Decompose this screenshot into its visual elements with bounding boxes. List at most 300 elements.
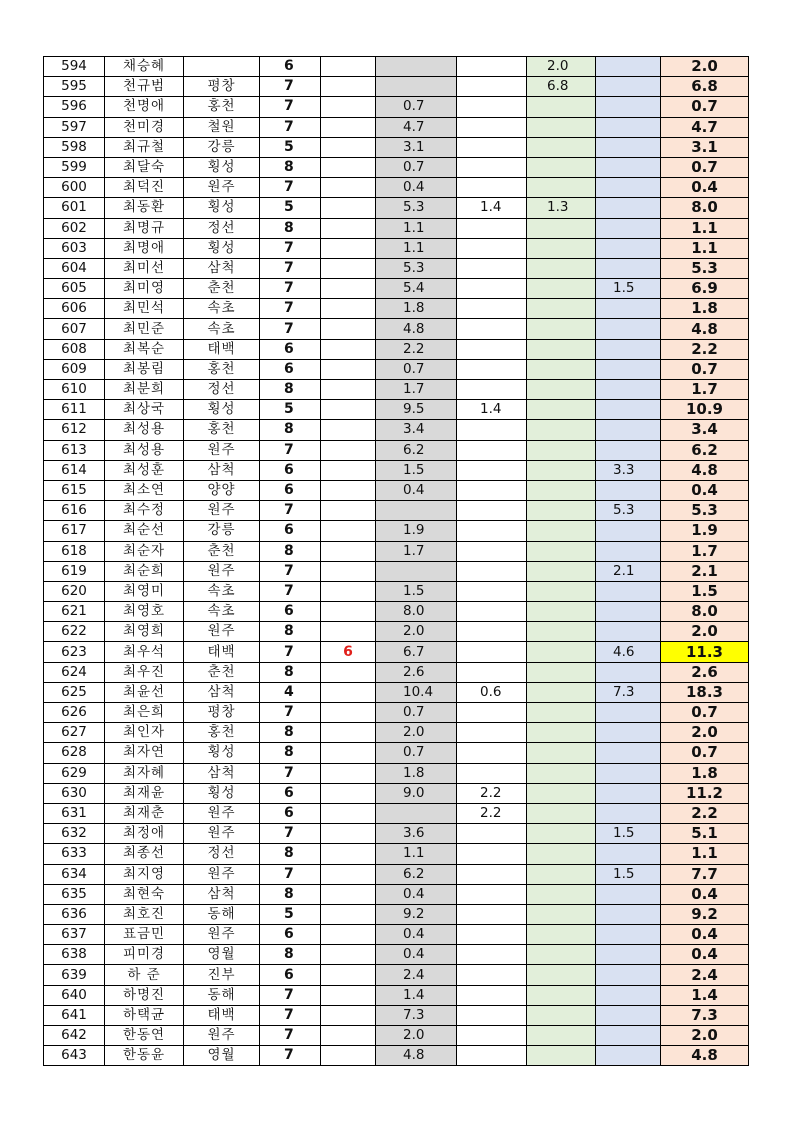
score-a-cell: 9.5 bbox=[376, 400, 457, 420]
region-cell: 동해 bbox=[184, 904, 260, 924]
total-cell: 1.7 bbox=[661, 380, 749, 400]
score-d-cell bbox=[596, 198, 661, 218]
row-number-cell: 633 bbox=[44, 844, 105, 864]
total-cell: 1.9 bbox=[661, 521, 749, 541]
name-cell: 최영희 bbox=[105, 622, 184, 642]
total-cell: 5.3 bbox=[661, 501, 749, 521]
score-b-cell bbox=[457, 77, 527, 97]
score-d-cell bbox=[596, 77, 661, 97]
grade-cell: 5 bbox=[260, 198, 321, 218]
mark-cell bbox=[321, 602, 376, 622]
table-row bbox=[44, 723, 749, 743]
score-c-cell bbox=[527, 844, 596, 864]
region-cell: 원주 bbox=[184, 178, 260, 198]
region-cell: 홍천 bbox=[184, 359, 260, 379]
grade-cell: 8 bbox=[260, 844, 321, 864]
row-number-cell: 624 bbox=[44, 662, 105, 682]
score-c-cell bbox=[527, 258, 596, 278]
region-cell: 원주 bbox=[184, 1026, 260, 1046]
score-a-cell: 0.4 bbox=[376, 480, 457, 500]
score-d-cell bbox=[596, 258, 661, 278]
mark-cell bbox=[321, 319, 376, 339]
region-cell: 원주 bbox=[184, 440, 260, 460]
table-row bbox=[44, 682, 749, 702]
score-d-cell bbox=[596, 703, 661, 723]
score-b-cell bbox=[457, 985, 527, 1005]
total-cell: 3.4 bbox=[661, 420, 749, 440]
name-cell: 최인자 bbox=[105, 723, 184, 743]
grade-cell: 6 bbox=[260, 57, 321, 77]
name-cell: 최달숙 bbox=[105, 157, 184, 177]
table-row bbox=[44, 783, 749, 803]
grade-cell: 8 bbox=[260, 420, 321, 440]
total-cell: 10.9 bbox=[661, 400, 749, 420]
row-number-cell: 607 bbox=[44, 319, 105, 339]
mark-cell bbox=[321, 1005, 376, 1025]
score-d-cell bbox=[596, 723, 661, 743]
score-d-cell bbox=[596, 602, 661, 622]
mark-cell bbox=[321, 380, 376, 400]
score-c-cell bbox=[527, 561, 596, 581]
row-number-cell: 611 bbox=[44, 400, 105, 420]
score-d-cell bbox=[596, 57, 661, 77]
score-a-cell: 2.0 bbox=[376, 1026, 457, 1046]
row-number-cell: 625 bbox=[44, 682, 105, 702]
name-cell: 최미영 bbox=[105, 279, 184, 299]
row-number-cell: 618 bbox=[44, 541, 105, 561]
score-a-cell: 0.4 bbox=[376, 925, 457, 945]
score-d-cell bbox=[596, 965, 661, 985]
score-b-cell bbox=[457, 884, 527, 904]
score-c-cell bbox=[527, 682, 596, 702]
table-row bbox=[44, 985, 749, 1005]
score-c-cell bbox=[527, 480, 596, 500]
mark-cell bbox=[321, 339, 376, 359]
mark-cell bbox=[321, 844, 376, 864]
region-cell: 삼척 bbox=[184, 460, 260, 480]
score-b-cell bbox=[457, 1026, 527, 1046]
total-cell: 1.8 bbox=[661, 299, 749, 319]
score-d-cell bbox=[596, 420, 661, 440]
score-c-cell bbox=[527, 359, 596, 379]
score-a-cell bbox=[376, 561, 457, 581]
grade-cell: 8 bbox=[260, 218, 321, 238]
score-b-cell bbox=[457, 359, 527, 379]
score-a-cell bbox=[376, 803, 457, 823]
score-b-cell bbox=[457, 258, 527, 278]
name-cell: 최덕진 bbox=[105, 178, 184, 198]
score-b-cell bbox=[457, 904, 527, 924]
score-d-cell: 3.3 bbox=[596, 460, 661, 480]
score-a-cell: 1.7 bbox=[376, 541, 457, 561]
score-b-cell: 1.4 bbox=[457, 400, 527, 420]
score-a-cell: 8.0 bbox=[376, 602, 457, 622]
mark-cell bbox=[321, 884, 376, 904]
score-a-cell: 6.7 bbox=[376, 642, 457, 662]
mark-cell bbox=[321, 480, 376, 500]
mark-cell bbox=[321, 662, 376, 682]
score-c-cell bbox=[527, 1026, 596, 1046]
table-row bbox=[44, 319, 749, 339]
region-cell: 양양 bbox=[184, 480, 260, 500]
score-b-cell bbox=[457, 299, 527, 319]
score-c-cell bbox=[527, 400, 596, 420]
region-cell: 속초 bbox=[184, 581, 260, 601]
score-table bbox=[43, 56, 749, 1066]
name-cell: 최민준 bbox=[105, 319, 184, 339]
name-cell: 최상국 bbox=[105, 400, 184, 420]
score-c-cell bbox=[527, 117, 596, 137]
name-cell: 최자혜 bbox=[105, 763, 184, 783]
score-a-cell: 4.7 bbox=[376, 117, 457, 137]
mark-cell bbox=[321, 1026, 376, 1046]
row-number-cell: 603 bbox=[44, 238, 105, 258]
name-cell: 최순희 bbox=[105, 561, 184, 581]
name-cell: 최영미 bbox=[105, 581, 184, 601]
row-number-cell: 641 bbox=[44, 1005, 105, 1025]
region-cell: 홍천 bbox=[184, 420, 260, 440]
table-row bbox=[44, 1026, 749, 1046]
table-row bbox=[44, 561, 749, 581]
score-a-cell: 0.7 bbox=[376, 359, 457, 379]
grade-cell: 7 bbox=[260, 117, 321, 137]
score-a-cell: 2.0 bbox=[376, 622, 457, 642]
grade-cell: 8 bbox=[260, 157, 321, 177]
mark-cell bbox=[321, 561, 376, 581]
grade-cell: 8 bbox=[260, 541, 321, 561]
table-row bbox=[44, 117, 749, 137]
region-cell: 삼척 bbox=[184, 763, 260, 783]
score-c-cell bbox=[527, 420, 596, 440]
mark-cell bbox=[321, 279, 376, 299]
region-cell bbox=[184, 57, 260, 77]
row-number-cell: 601 bbox=[44, 198, 105, 218]
row-number-cell: 604 bbox=[44, 258, 105, 278]
grade-cell: 7 bbox=[260, 642, 321, 662]
mark-cell bbox=[321, 97, 376, 117]
region-cell: 평창 bbox=[184, 77, 260, 97]
row-number-cell: 610 bbox=[44, 380, 105, 400]
table-row bbox=[44, 258, 749, 278]
score-b-cell bbox=[457, 501, 527, 521]
score-a-cell: 1.4 bbox=[376, 985, 457, 1005]
region-cell: 정선 bbox=[184, 380, 260, 400]
table-row bbox=[44, 400, 749, 420]
score-c-cell bbox=[527, 299, 596, 319]
mark-cell bbox=[321, 581, 376, 601]
name-cell: 최재춘 bbox=[105, 803, 184, 823]
score-b-cell bbox=[457, 521, 527, 541]
score-a-cell: 5.3 bbox=[376, 198, 457, 218]
score-b-cell bbox=[457, 581, 527, 601]
name-cell: 최현숙 bbox=[105, 884, 184, 904]
total-cell: 0.4 bbox=[661, 925, 749, 945]
region-cell: 동해 bbox=[184, 985, 260, 1005]
total-cell: 2.0 bbox=[661, 723, 749, 743]
name-cell: 최동환 bbox=[105, 198, 184, 218]
table-row bbox=[44, 279, 749, 299]
grade-cell: 7 bbox=[260, 581, 321, 601]
mark-cell bbox=[321, 803, 376, 823]
grade-cell: 6 bbox=[260, 339, 321, 359]
mark-cell bbox=[321, 501, 376, 521]
name-cell: 최명애 bbox=[105, 238, 184, 258]
score-a-cell: 10.4 bbox=[376, 682, 457, 702]
name-cell: 한동윤 bbox=[105, 1046, 184, 1066]
grade-cell: 8 bbox=[260, 622, 321, 642]
row-number-cell: 599 bbox=[44, 157, 105, 177]
score-c-cell bbox=[527, 380, 596, 400]
total-cell: 0.7 bbox=[661, 703, 749, 723]
grade-cell: 5 bbox=[260, 137, 321, 157]
score-c-cell bbox=[527, 884, 596, 904]
name-cell: 최지영 bbox=[105, 864, 184, 884]
score-b-cell bbox=[457, 602, 527, 622]
row-number-cell: 596 bbox=[44, 97, 105, 117]
total-cell: 1.4 bbox=[661, 985, 749, 1005]
score-b-cell bbox=[457, 844, 527, 864]
score-a-cell: 1.9 bbox=[376, 521, 457, 541]
region-cell: 원주 bbox=[184, 803, 260, 823]
grade-cell: 7 bbox=[260, 501, 321, 521]
name-cell: 최소연 bbox=[105, 480, 184, 500]
grade-cell: 6 bbox=[260, 602, 321, 622]
mark-cell bbox=[321, 985, 376, 1005]
table-row bbox=[44, 541, 749, 561]
total-cell: 2.2 bbox=[661, 803, 749, 823]
score-d-cell bbox=[596, 622, 661, 642]
region-cell: 원주 bbox=[184, 622, 260, 642]
row-number-cell: 608 bbox=[44, 339, 105, 359]
score-b-cell bbox=[457, 763, 527, 783]
score-a-cell: 1.1 bbox=[376, 844, 457, 864]
mark-cell bbox=[321, 137, 376, 157]
region-cell: 강릉 bbox=[184, 137, 260, 157]
total-cell: 4.8 bbox=[661, 1046, 749, 1066]
mark-cell: 6 bbox=[321, 642, 376, 662]
score-a-cell: 1.7 bbox=[376, 380, 457, 400]
score-a-cell: 3.6 bbox=[376, 824, 457, 844]
region-cell: 태백 bbox=[184, 642, 260, 662]
row-number-cell: 614 bbox=[44, 460, 105, 480]
score-d-cell bbox=[596, 783, 661, 803]
score-d-cell bbox=[596, 440, 661, 460]
mark-cell bbox=[321, 723, 376, 743]
region-cell: 강릉 bbox=[184, 521, 260, 541]
table-row bbox=[44, 904, 749, 924]
name-cell: 천미경 bbox=[105, 117, 184, 137]
score-d-cell bbox=[596, 157, 661, 177]
score-d-cell bbox=[596, 97, 661, 117]
grade-cell: 8 bbox=[260, 945, 321, 965]
score-d-cell bbox=[596, 884, 661, 904]
total-cell: 6.9 bbox=[661, 279, 749, 299]
table-row bbox=[44, 521, 749, 541]
score-c-cell bbox=[527, 218, 596, 238]
table-row bbox=[44, 925, 749, 945]
grade-cell: 7 bbox=[260, 561, 321, 581]
score-d-cell bbox=[596, 985, 661, 1005]
score-c-cell bbox=[527, 319, 596, 339]
table-row bbox=[44, 218, 749, 238]
grade-cell: 7 bbox=[260, 178, 321, 198]
mark-cell bbox=[321, 521, 376, 541]
region-cell: 춘천 bbox=[184, 279, 260, 299]
grade-cell: 7 bbox=[260, 763, 321, 783]
mark-cell bbox=[321, 965, 376, 985]
score-a-cell: 9.0 bbox=[376, 783, 457, 803]
table-row bbox=[44, 178, 749, 198]
score-d-cell bbox=[596, 319, 661, 339]
total-cell: 0.7 bbox=[661, 743, 749, 763]
score-d-cell bbox=[596, 1046, 661, 1066]
grade-cell: 6 bbox=[260, 965, 321, 985]
score-c-cell bbox=[527, 803, 596, 823]
table-row bbox=[44, 602, 749, 622]
total-cell: 6.2 bbox=[661, 440, 749, 460]
mark-cell bbox=[321, 440, 376, 460]
table-row bbox=[44, 581, 749, 601]
score-b-cell bbox=[457, 1005, 527, 1025]
total-cell: 18.3 bbox=[661, 682, 749, 702]
name-cell: 하택균 bbox=[105, 1005, 184, 1025]
row-number-cell: 597 bbox=[44, 117, 105, 137]
mark-cell bbox=[321, 117, 376, 137]
mark-cell bbox=[321, 218, 376, 238]
row-number-cell: 609 bbox=[44, 359, 105, 379]
table-row bbox=[44, 642, 749, 662]
score-b-cell: 2.2 bbox=[457, 803, 527, 823]
score-d-cell bbox=[596, 238, 661, 258]
row-number-cell: 623 bbox=[44, 642, 105, 662]
total-cell: 6.8 bbox=[661, 77, 749, 97]
table-row bbox=[44, 460, 749, 480]
region-cell: 속초 bbox=[184, 319, 260, 339]
grade-cell: 7 bbox=[260, 97, 321, 117]
score-d-cell: 2.1 bbox=[596, 561, 661, 581]
row-number-cell: 635 bbox=[44, 884, 105, 904]
mark-cell bbox=[321, 299, 376, 319]
total-cell: 2.6 bbox=[661, 662, 749, 682]
region-cell: 삼척 bbox=[184, 884, 260, 904]
score-c-cell bbox=[527, 763, 596, 783]
score-d-cell: 1.5 bbox=[596, 824, 661, 844]
table-row bbox=[44, 238, 749, 258]
table-row bbox=[44, 97, 749, 117]
mark-cell bbox=[321, 420, 376, 440]
score-c-cell bbox=[527, 945, 596, 965]
total-cell: 1.5 bbox=[661, 581, 749, 601]
row-number-cell: 627 bbox=[44, 723, 105, 743]
score-c-cell bbox=[527, 137, 596, 157]
grade-cell: 7 bbox=[260, 299, 321, 319]
score-d-cell bbox=[596, 178, 661, 198]
total-cell: 4.7 bbox=[661, 117, 749, 137]
grade-cell: 7 bbox=[260, 1026, 321, 1046]
row-number-cell: 626 bbox=[44, 703, 105, 723]
score-b-cell bbox=[457, 662, 527, 682]
total-cell: 0.4 bbox=[661, 945, 749, 965]
region-cell: 홍천 bbox=[184, 723, 260, 743]
score-a-cell: 1.1 bbox=[376, 238, 457, 258]
table-row bbox=[44, 1046, 749, 1066]
score-c-cell: 6.8 bbox=[527, 77, 596, 97]
score-d-cell bbox=[596, 541, 661, 561]
score-b-cell bbox=[457, 480, 527, 500]
region-cell: 속초 bbox=[184, 299, 260, 319]
score-b-cell bbox=[457, 864, 527, 884]
score-d-cell: 5.3 bbox=[596, 501, 661, 521]
table-row bbox=[44, 440, 749, 460]
score-c-cell bbox=[527, 965, 596, 985]
score-a-cell: 2.6 bbox=[376, 662, 457, 682]
score-b-cell bbox=[457, 622, 527, 642]
grade-cell: 6 bbox=[260, 521, 321, 541]
name-cell: 최명규 bbox=[105, 218, 184, 238]
score-b-cell bbox=[457, 319, 527, 339]
score-b-cell bbox=[457, 460, 527, 480]
score-a-cell: 3.4 bbox=[376, 420, 457, 440]
row-number-cell: 605 bbox=[44, 279, 105, 299]
grade-cell: 6 bbox=[260, 925, 321, 945]
score-c-cell bbox=[527, 460, 596, 480]
score-a-cell: 4.8 bbox=[376, 319, 457, 339]
row-number-cell: 612 bbox=[44, 420, 105, 440]
mark-cell bbox=[321, 1046, 376, 1066]
score-a-cell: 5.3 bbox=[376, 258, 457, 278]
row-number-cell: 631 bbox=[44, 803, 105, 823]
region-cell: 홍천 bbox=[184, 97, 260, 117]
row-number-cell: 643 bbox=[44, 1046, 105, 1066]
score-a-cell: 1.8 bbox=[376, 299, 457, 319]
score-c-cell bbox=[527, 783, 596, 803]
row-number-cell: 600 bbox=[44, 178, 105, 198]
grade-cell: 8 bbox=[260, 743, 321, 763]
score-d-cell bbox=[596, 945, 661, 965]
name-cell: 최수정 bbox=[105, 501, 184, 521]
row-number-cell: 637 bbox=[44, 925, 105, 945]
score-c-cell bbox=[527, 501, 596, 521]
score-b-cell: 2.2 bbox=[457, 783, 527, 803]
score-a-cell: 0.7 bbox=[376, 157, 457, 177]
grade-cell: 7 bbox=[260, 824, 321, 844]
score-c-cell bbox=[527, 602, 596, 622]
score-a-cell: 1.5 bbox=[376, 460, 457, 480]
table-row bbox=[44, 359, 749, 379]
total-cell: 2.2 bbox=[661, 339, 749, 359]
total-cell: 11.3 bbox=[661, 642, 749, 662]
grade-cell: 7 bbox=[260, 319, 321, 339]
score-a-cell: 3.1 bbox=[376, 137, 457, 157]
table-row bbox=[44, 864, 749, 884]
score-d-cell bbox=[596, 359, 661, 379]
total-cell: 1.1 bbox=[661, 218, 749, 238]
score-d-cell bbox=[596, 1005, 661, 1025]
row-number-cell: 619 bbox=[44, 561, 105, 581]
row-number-cell: 642 bbox=[44, 1026, 105, 1046]
region-cell: 원주 bbox=[184, 864, 260, 884]
mark-cell bbox=[321, 925, 376, 945]
mark-cell bbox=[321, 238, 376, 258]
total-cell: 2.4 bbox=[661, 965, 749, 985]
name-cell: 채승혜 bbox=[105, 57, 184, 77]
total-cell: 0.4 bbox=[661, 884, 749, 904]
name-cell: 최규철 bbox=[105, 137, 184, 157]
row-number-cell: 617 bbox=[44, 521, 105, 541]
name-cell: 최복순 bbox=[105, 339, 184, 359]
score-d-cell bbox=[596, 581, 661, 601]
table-row bbox=[44, 884, 749, 904]
